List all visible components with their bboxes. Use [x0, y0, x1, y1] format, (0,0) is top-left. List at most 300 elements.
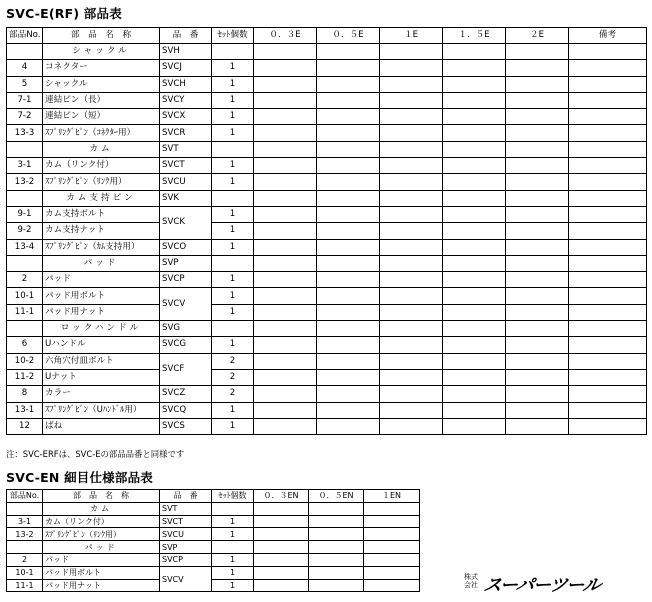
size-cell	[380, 239, 443, 255]
set-qty	[212, 502, 254, 515]
part-name: ｽﾌﾟﾘﾝｸﾞﾋﾟﾝ（ﾘﾝｸ用）	[43, 528, 160, 541]
size-cell	[506, 321, 569, 337]
part-no: 12	[7, 418, 43, 434]
size-cell	[569, 60, 647, 76]
size-cell	[364, 541, 420, 554]
size-cell	[254, 515, 309, 528]
part-no: 13-2	[7, 174, 43, 190]
part-code: SVCS	[160, 418, 212, 434]
size-cell	[380, 223, 443, 239]
table-row	[7, 369, 647, 385]
size-cell	[443, 76, 506, 92]
size-cell	[569, 402, 647, 418]
size-cell	[254, 92, 317, 108]
header-size-03e: ０．３E	[254, 28, 317, 44]
size-cell	[380, 321, 443, 337]
table-row	[7, 386, 647, 402]
size-cell	[380, 44, 443, 60]
group-row	[7, 541, 420, 554]
fine-thread-parts-table	[6, 489, 420, 592]
logo-brand: スーパーツール	[481, 575, 602, 596]
size-cell	[254, 44, 317, 60]
part-code: SVCO	[160, 239, 212, 255]
logo-prefix: 株式 会社	[464, 573, 478, 589]
set-qty: 2	[212, 386, 254, 402]
size-cell	[443, 60, 506, 76]
table-row	[7, 125, 647, 141]
part-no: 13-4	[7, 239, 43, 255]
part-code: SVCY	[160, 92, 212, 108]
part-no: 9-1	[7, 206, 43, 222]
size-cell	[443, 158, 506, 174]
size-cell	[380, 190, 443, 206]
table-row	[7, 60, 647, 76]
part-code: SVCV	[160, 288, 212, 321]
size-cell	[506, 304, 569, 320]
set-qty: 1	[212, 553, 254, 566]
table-row	[7, 174, 647, 190]
part-code: SVCR	[160, 125, 212, 141]
group-code: SVT	[160, 502, 212, 515]
size-cell	[569, 125, 647, 141]
size-cell	[506, 288, 569, 304]
table-row	[7, 402, 647, 418]
table-row	[7, 92, 647, 108]
size-cell	[380, 174, 443, 190]
part-code: SVCU	[160, 528, 212, 541]
part-name: パッド用ボルト	[43, 288, 160, 304]
group-code: SVK	[160, 190, 212, 206]
part-name: パッド用ナット	[43, 304, 160, 320]
size-cell	[317, 418, 380, 434]
size-cell	[317, 337, 380, 353]
part-no: 11-1	[7, 579, 43, 592]
part-name: Uナット	[43, 369, 160, 385]
size-cell	[317, 402, 380, 418]
part-name: シャックル	[43, 76, 160, 92]
set-qty	[212, 141, 254, 157]
size-cell	[254, 418, 317, 434]
size-cell	[569, 369, 647, 385]
part-no: 4	[7, 60, 43, 76]
part-no: 3-1	[7, 515, 43, 528]
size-cell	[569, 288, 647, 304]
group-code: SVT	[160, 141, 212, 157]
size-cell	[317, 353, 380, 369]
part-code: SVCQ	[160, 402, 212, 418]
part-no	[7, 44, 43, 60]
table-row	[7, 109, 647, 125]
size-cell	[380, 402, 443, 418]
note-text: 注：SVC-ERFは、SVC-Eの部品品番と同様です	[6, 449, 185, 459]
size-cell	[380, 206, 443, 222]
part-name: パッド	[43, 553, 160, 566]
size-cell	[254, 272, 317, 288]
part-code: SVCK	[160, 206, 212, 239]
size-cell	[506, 239, 569, 255]
size-cell	[309, 528, 364, 541]
part-code: SVCG	[160, 337, 212, 353]
size-cell	[317, 60, 380, 76]
set-qty: 1	[212, 125, 254, 141]
size-cell	[317, 386, 380, 402]
size-cell	[317, 255, 380, 271]
part-code: SVCU	[160, 174, 212, 190]
header-remarks: 備考	[569, 28, 647, 44]
size-cell	[506, 353, 569, 369]
size-cell	[364, 528, 420, 541]
set-qty: 1	[212, 109, 254, 125]
size-cell	[443, 44, 506, 60]
group-code: SVP	[160, 255, 212, 271]
part-name: 連結ピン（長）	[43, 92, 160, 108]
header-size-05en: ０．５EN	[309, 490, 364, 503]
table-row	[7, 288, 647, 304]
part-name: ばね	[43, 418, 160, 434]
size-cell	[317, 272, 380, 288]
size-cell	[506, 92, 569, 108]
set-qty: 2	[212, 353, 254, 369]
size-cell	[309, 515, 364, 528]
size-cell	[506, 141, 569, 157]
size-cell	[569, 206, 647, 222]
part-no: 3-1	[7, 158, 43, 174]
part-name: 六角穴付皿ボルト	[43, 353, 160, 369]
set-qty: 1	[212, 158, 254, 174]
part-code: SVCT	[160, 158, 212, 174]
part-no	[7, 141, 43, 157]
size-cell	[254, 353, 317, 369]
size-cell	[364, 515, 420, 528]
size-cell	[569, 304, 647, 320]
size-cell	[380, 353, 443, 369]
size-cell	[309, 579, 364, 592]
size-cell	[380, 255, 443, 271]
size-cell	[364, 579, 420, 592]
set-qty: 1	[212, 418, 254, 434]
part-code: SVCH	[160, 76, 212, 92]
size-cell	[443, 92, 506, 108]
size-cell	[317, 321, 380, 337]
part-no: 13-3	[7, 125, 43, 141]
header-part-code: 品 番	[160, 28, 212, 44]
group-code: SVG	[160, 321, 212, 337]
size-cell	[380, 369, 443, 385]
size-cell	[309, 566, 364, 579]
set-qty	[212, 190, 254, 206]
part-name: パッド	[43, 272, 160, 288]
header-part-code: 品 番	[160, 490, 212, 503]
size-cell	[443, 190, 506, 206]
size-cell	[506, 109, 569, 125]
size-cell	[569, 239, 647, 255]
size-cell	[380, 337, 443, 353]
size-cell	[443, 418, 506, 434]
size-cell	[254, 402, 317, 418]
group-name: シャックル	[43, 44, 160, 60]
table-row	[7, 76, 647, 92]
table-row	[7, 553, 420, 566]
table-row	[7, 206, 647, 222]
size-cell	[569, 44, 647, 60]
size-cell	[506, 60, 569, 76]
part-no: 7-2	[7, 109, 43, 125]
size-cell	[506, 206, 569, 222]
part-no	[7, 502, 43, 515]
size-cell	[569, 255, 647, 271]
part-no: 5	[7, 76, 43, 92]
table-row	[7, 579, 420, 592]
size-cell	[364, 566, 420, 579]
part-no	[7, 255, 43, 271]
size-cell	[569, 141, 647, 157]
size-cell	[317, 190, 380, 206]
group-row	[7, 321, 647, 337]
part-code: SVCT	[160, 515, 212, 528]
header-part-name: 部 品 名 称	[43, 28, 160, 44]
size-cell	[443, 272, 506, 288]
header-set-qty: ｾｯﾄ個数	[212, 28, 254, 44]
size-cell	[364, 502, 420, 515]
size-cell	[254, 566, 309, 579]
size-cell	[443, 337, 506, 353]
size-cell	[317, 141, 380, 157]
table-row	[7, 272, 647, 288]
set-qty	[212, 44, 254, 60]
size-cell	[254, 304, 317, 320]
part-name: コネクター	[43, 60, 160, 76]
set-qty: 1	[212, 402, 254, 418]
group-code: SVP	[160, 541, 212, 554]
size-cell	[317, 125, 380, 141]
part-no: 9-2	[7, 223, 43, 239]
group-row	[7, 141, 647, 157]
size-cell	[569, 418, 647, 434]
size-cell	[309, 541, 364, 554]
size-cell	[254, 369, 317, 385]
size-cell	[443, 223, 506, 239]
part-name: カム支持ボルト	[43, 206, 160, 222]
size-cell	[443, 174, 506, 190]
size-cell	[380, 272, 443, 288]
size-cell	[254, 174, 317, 190]
part-name: カム（リンク付）	[43, 158, 160, 174]
size-cell	[380, 304, 443, 320]
set-qty: 1	[212, 515, 254, 528]
part-code: SVCV	[160, 566, 212, 592]
size-cell	[506, 337, 569, 353]
size-cell	[317, 369, 380, 385]
size-cell	[364, 553, 420, 566]
size-cell	[380, 386, 443, 402]
header-size-05e: ０．５E	[317, 28, 380, 44]
part-code: SVCF	[160, 353, 212, 386]
size-cell	[506, 418, 569, 434]
size-cell	[506, 190, 569, 206]
table-header-row	[7, 490, 420, 503]
set-qty: 1	[212, 239, 254, 255]
part-name: ｽﾌﾟﾘﾝｸﾞﾋﾟﾝ（Uﾊﾝﾄﾞﾙ用）	[43, 402, 160, 418]
size-cell	[443, 206, 506, 222]
part-no: 13-1	[7, 402, 43, 418]
part-name: Uハンドル	[43, 337, 160, 353]
size-cell	[317, 174, 380, 190]
part-name: パッド用ナット	[43, 579, 160, 592]
part-no: 10-1	[7, 566, 43, 579]
size-cell	[506, 272, 569, 288]
part-no: 10-2	[7, 353, 43, 369]
header-size-03en: ０．３EN	[254, 490, 309, 503]
part-no: 13-2	[7, 528, 43, 541]
size-cell	[317, 288, 380, 304]
size-cell	[254, 141, 317, 157]
table-row	[7, 337, 647, 353]
size-cell	[254, 337, 317, 353]
size-cell	[380, 60, 443, 76]
size-cell	[443, 321, 506, 337]
size-cell	[317, 92, 380, 108]
size-cell	[317, 223, 380, 239]
size-cell	[506, 369, 569, 385]
size-cell	[380, 418, 443, 434]
size-cell	[254, 579, 309, 592]
part-no: 6	[7, 337, 43, 353]
size-cell	[506, 386, 569, 402]
size-cell	[443, 125, 506, 141]
size-cell	[254, 553, 309, 566]
size-cell	[254, 528, 309, 541]
set-qty: 1	[212, 174, 254, 190]
size-cell	[506, 223, 569, 239]
header-size-2e: ２E	[506, 28, 569, 44]
part-no: 11-2	[7, 369, 43, 385]
part-name: パッド用ボルト	[43, 566, 160, 579]
part-no	[7, 321, 43, 337]
set-qty: 1	[212, 288, 254, 304]
size-cell	[569, 190, 647, 206]
size-cell	[506, 174, 569, 190]
part-no: 2	[7, 553, 43, 566]
size-cell	[569, 321, 647, 337]
fine-thread-table-title: SVC-EN 細目仕様部品表	[6, 470, 153, 485]
size-cell	[254, 158, 317, 174]
group-name: カム	[43, 141, 160, 157]
set-qty: 1	[212, 206, 254, 222]
table-row	[7, 566, 420, 579]
size-cell	[309, 553, 364, 566]
size-cell	[317, 44, 380, 60]
table-row	[7, 515, 420, 528]
header-set-qty: ｾｯﾄ個数	[212, 490, 254, 503]
size-cell	[254, 502, 309, 515]
part-no: 8	[7, 386, 43, 402]
part-name: ｽﾌﾟﾘﾝｸﾞﾋﾟﾝ（ｺﾈｸﾀｰ用）	[43, 125, 160, 141]
set-qty	[212, 541, 254, 554]
group-row	[7, 44, 647, 60]
set-qty: 1	[212, 60, 254, 76]
size-cell	[380, 109, 443, 125]
size-cell	[569, 337, 647, 353]
size-cell	[254, 239, 317, 255]
table-header-row	[7, 28, 647, 44]
size-cell	[380, 76, 443, 92]
size-cell	[569, 174, 647, 190]
part-no: 11-1	[7, 304, 43, 320]
size-cell	[254, 125, 317, 141]
part-code: SVCX	[160, 109, 212, 125]
size-cell	[317, 158, 380, 174]
parts-table	[6, 27, 647, 435]
set-qty: 1	[212, 566, 254, 579]
part-name: カラー	[43, 386, 160, 402]
set-qty: 1	[212, 76, 254, 92]
part-no: 2	[7, 272, 43, 288]
size-cell	[254, 206, 317, 222]
size-cell	[443, 353, 506, 369]
set-qty: 2	[212, 369, 254, 385]
header-part-no: 部品No.	[7, 28, 43, 44]
part-name: ｽﾌﾟﾘﾝｸﾞﾋﾟﾝ（ﾘﾝｸ用）	[43, 174, 160, 190]
size-cell	[317, 239, 380, 255]
set-qty	[212, 255, 254, 271]
size-cell	[506, 158, 569, 174]
group-name: パッド	[43, 255, 160, 271]
part-code: SVCP	[160, 553, 212, 566]
table-row	[7, 304, 647, 320]
size-cell	[506, 255, 569, 271]
table-row	[7, 418, 647, 434]
part-code: SVCZ	[160, 386, 212, 402]
size-cell	[443, 288, 506, 304]
part-no: 10-1	[7, 288, 43, 304]
header-size-15e: １．５E	[443, 28, 506, 44]
size-cell	[254, 321, 317, 337]
size-cell	[443, 255, 506, 271]
size-cell	[443, 402, 506, 418]
size-cell	[254, 109, 317, 125]
size-cell	[254, 60, 317, 76]
group-row	[7, 502, 420, 515]
size-cell	[254, 288, 317, 304]
size-cell	[443, 109, 506, 125]
group-row	[7, 190, 647, 206]
size-cell	[309, 502, 364, 515]
group-code: SVH	[160, 44, 212, 60]
set-qty: 1	[212, 92, 254, 108]
set-qty: 1	[212, 304, 254, 320]
set-qty: 1	[212, 579, 254, 592]
size-cell	[254, 76, 317, 92]
size-cell	[443, 239, 506, 255]
size-cell	[569, 109, 647, 125]
size-cell	[443, 369, 506, 385]
size-cell	[380, 141, 443, 157]
group-name: パッド	[43, 541, 160, 554]
part-name: ｽﾌﾟﾘﾝｸﾞﾋﾟﾝ（ｶﾑ支持用）	[43, 239, 160, 255]
size-cell	[506, 125, 569, 141]
size-cell	[380, 158, 443, 174]
set-qty: 1	[212, 337, 254, 353]
size-cell	[317, 304, 380, 320]
table-row	[7, 223, 647, 239]
group-name: ロックハンドル	[43, 321, 160, 337]
size-cell	[569, 158, 647, 174]
size-cell	[569, 223, 647, 239]
size-cell	[254, 541, 309, 554]
table-row	[7, 158, 647, 174]
size-cell	[569, 76, 647, 92]
part-name: カム支持ナット	[43, 223, 160, 239]
